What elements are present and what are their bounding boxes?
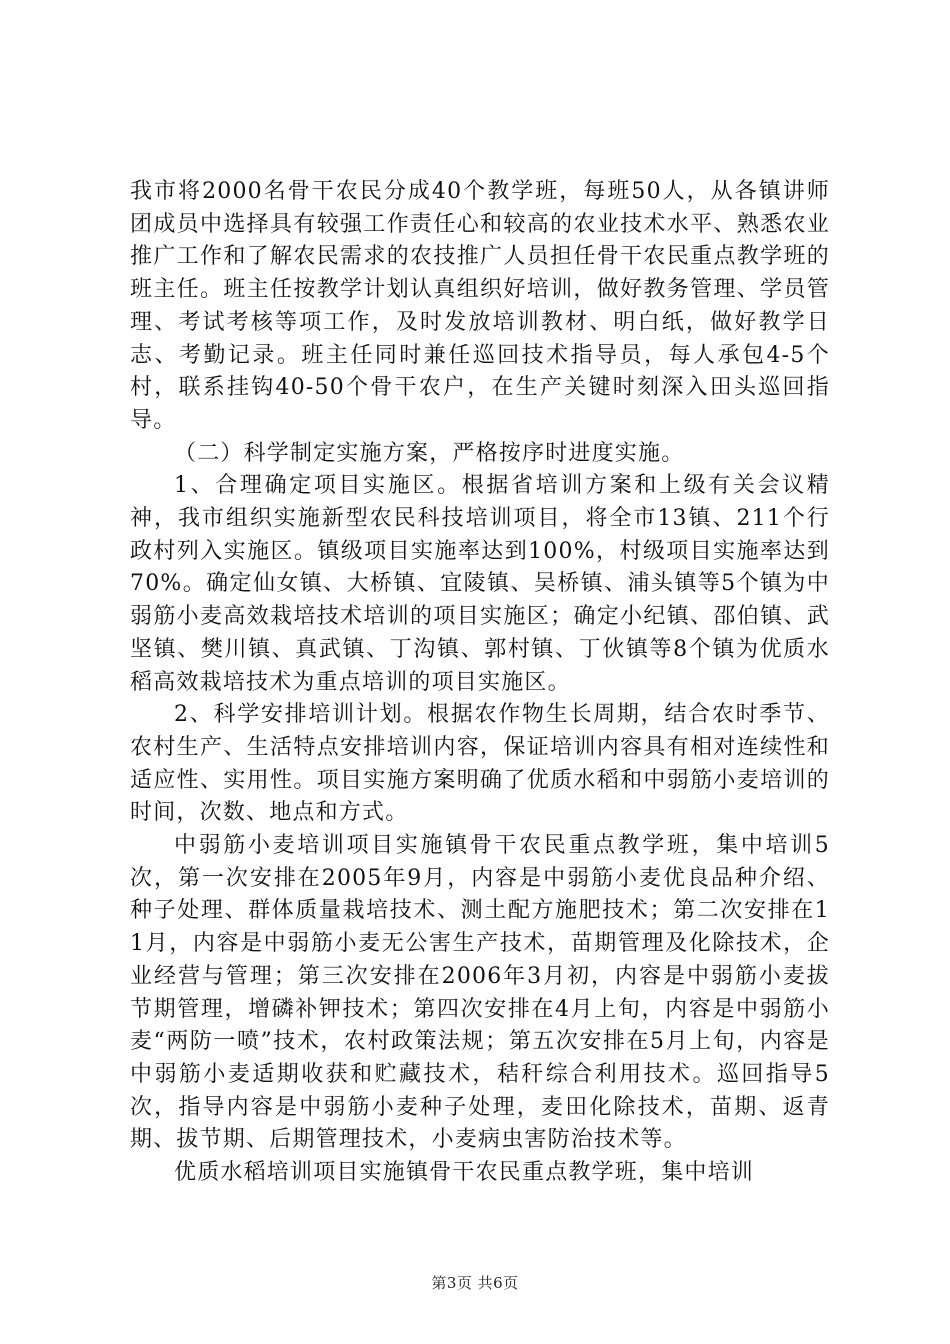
section-heading-implementation-plan: （二）科学制定实施方案，严格按序时进度实施。 <box>174 440 685 466</box>
paragraph-wheat-training: 中弱筋小麦培训项目实施镇骨干农民重点教学班，集中培训5次，第一次安排在2005年9月，内容是中弱筋小麦优良品种介绍、种子处理、群体质量栽培技术、测土配方施肥技术；第二次安排在11月，内容是中弱筋小麦无公害生产技术，苗期管理及化除技术，企业经营与管理；第三次安排在2006年3月初，内容是中弱筋小麦拔节期管理，增磷补钾技术；第四次安排在4月上旬，内容是中弱筋小麦“两防一喷”技术，农村政策法规；第五次安排在5月上旬，内容是中弱筋小麦适期收获和贮藏技术，秸秆综合利用技术。巡回指导5次，指导内容是中弱筋小麦种子处理，麦田化除技术，苗期、返青期、拔节期、后期管理技术，小麦病虫害防治技术等。 <box>130 833 830 1153</box>
paragraph-project-areas: 1、合理确定项目实施区。根据省培训方案和上级有关会议精神，我市组织实施新型农民科技培训项目，将全市13镇、211个行政村列入实施区。镇级项目实施率达到100%，村级项目实施率达到70%。确定仙女镇、大桥镇、宜陵镇、吴桥镇、浦头镇等5个镇为中弱筋小麦高效栽培技术培训的项目实施区；确定小纪镇、邵伯镇、武坚镇、樊川镇、真武镇、丁沟镇、郭村镇、丁伙镇等8个镇为优质水稻高效栽培技术为重点培训的项目实施区。 <box>130 473 830 695</box>
paragraph-rice-training: 优质水稻培训项目实施镇骨干农民重点教学班，集中培训 <box>174 1160 755 1186</box>
page-number-footer: 第3页 共6页 <box>431 1274 519 1292</box>
paragraph-training-schedule: 2、科学安排培训计划。根据农作物生长周期，结合农时季节、农村生产、生活特点安排培训内容，保证培训内容具有相对连续性和适应性、实用性。项目实施方案明确了优质水稻和中弱筋小麦培训的时间，次数、地点和方式。 <box>130 702 830 826</box>
paragraph-class-teachers: 我市将2000名骨干农民分成40个教学班，每班50人，从各镇讲师团成员中选择具有较强工作责任心和较高的农业技术水平、熟悉农业推广工作和了解农民需求的农技推广人员担任骨干农民重点教学班的班主任。班主任按教学计划认真组织好培训，做好教务管理、学员管理、考试考核等项工作，及时发放培训教材、明白纸，做好教学日志、考勤记录。班主任同时兼任巡回技术指导员，每人承包4-5个村，联系挂钩40-50个骨干农户，在生产关键时刻深入田头巡回指导。 <box>130 179 830 433</box>
document-body <box>130 176 830 1190</box>
